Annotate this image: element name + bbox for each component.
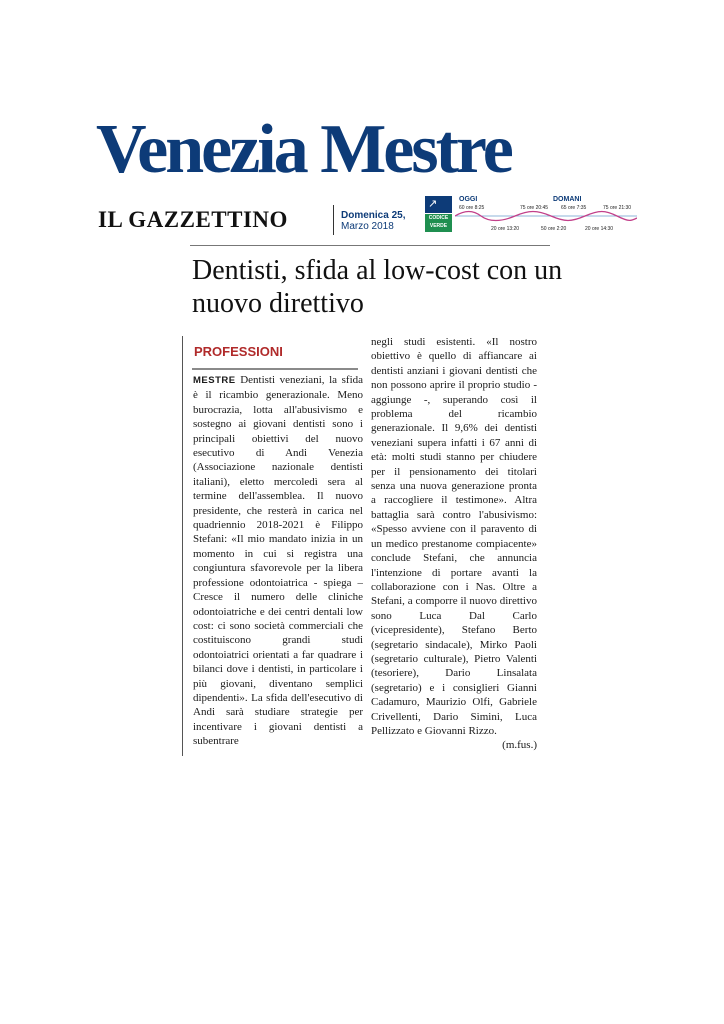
article-signature: (m.fus.) (502, 739, 537, 752)
edition-date-day: Domenica 25, (341, 210, 406, 221)
tide-curve (455, 209, 637, 223)
tide-high-4: 75 ore 21:30 (603, 205, 632, 211)
tide-arrow-icon: ↗ (425, 196, 452, 213)
article-dateline: MESTRE (193, 375, 236, 386)
tide-high-2: 75 ore 20:45 (520, 205, 549, 211)
tide-low-2: 50 ore 2:20 (541, 226, 567, 232)
tide-low-3: 20 ore 14:30 (585, 226, 614, 232)
section-rule (192, 368, 358, 370)
section-label: PROFESSIONI (194, 344, 283, 359)
article-headline: Dentisti, sfida al low-cost con un nuovo direttivo (192, 255, 563, 319)
tide-code-badge: CODICE VERDE (425, 214, 452, 232)
tide-low-1: 20 ore 13:20 (491, 226, 520, 232)
newspaper-brand: IL GAZZETTINO (98, 207, 288, 232)
tide-high-3: 65 ore 7:35 (561, 205, 587, 211)
article-column-2 (371, 335, 537, 759)
tide-tomorrow-label: DOMANI (553, 196, 582, 203)
edition-date (341, 210, 405, 232)
article-column-2-text: negli studi esistenti. «Il nostro obiettivo è quello di affiancare ai dentisti anziani i giovani dentisti che non possono aprire il proprio studio - aggiunge -, superando così il problema del ricambio generazionale. Il 9,6% dei dentisti veneziani supera infatti i 67 anni di età: molti studi stanno per chiudere per il pensionamento dei titolari senza una nuova generazione pronta a raccogliere il testimone». Altra battaglia sarà contro l'abusivismo: «Spesso avviene con il paravento di un medico prestanome compiacente» conclude Stefani, che annuncia l'intenzione di portare avanti la collaborazione con i Nas. Oltre a Stefani, a comporre il nuovo direttivo sono Luca Dal Carlo (vicepresidente), Stefano Berto (segretario sindacale), Mirko Paoli (segretario culturale), Pietro Valenti (tesoriere), Dario Linsalata (segretario) e i consiglieri Gianni Cadamuro, Maurizio Olfi, Gabriele Crivellenti, Dario Simini, Luca Pellizzato e Giovanni Rizzo. (371, 336, 537, 737)
tide-forecast-widget (425, 196, 637, 236)
article-column-1 (193, 373, 363, 757)
masthead-title: Venezia Mestre (96, 111, 511, 188)
edition-date-month: Marzo 2018 (341, 221, 394, 232)
article-column-1-text: Dentisti veneziani, la sfida è il ricambio generazionale. Meno burocrazia, lotta all'abusivismo e sostegno ai giovani dentisti sono i principali obiettivi del nuovo esecutivo di Andi Venezia (Associazione nazionale dentisti italiani), eletto mercoledì sera al termine dell'assemblea. Il nuovo presidente, che resterà in carica nel quadriennio 2018-2021 è Filippo Stefani: «Il mio mandato inizia in un momento in cui si registra una congiuntura sfavorevole per la libera professione odontoiatrica - spiega – Cresce il numero delle cliniche odontoiatriche e dei centri dentali low cost: ci sono società commerciali che costituiscono grandi studi odontoiatrici orientati a far quadrare i bilanci dove i dentisti, in particolare i più giovani, diventano semplici dipendenti». La sfida dell'esecutivo di Andi sarà studiare strategie per incentivare i giovani dentisti a subentrare (193, 374, 363, 748)
headline-top-rule (190, 245, 550, 246)
tide-high-1: 60 ore 8:25 (459, 205, 485, 211)
column-vertical-rule (182, 336, 183, 756)
brand-divider (333, 205, 334, 235)
tide-today-label: OGGI (459, 196, 478, 203)
